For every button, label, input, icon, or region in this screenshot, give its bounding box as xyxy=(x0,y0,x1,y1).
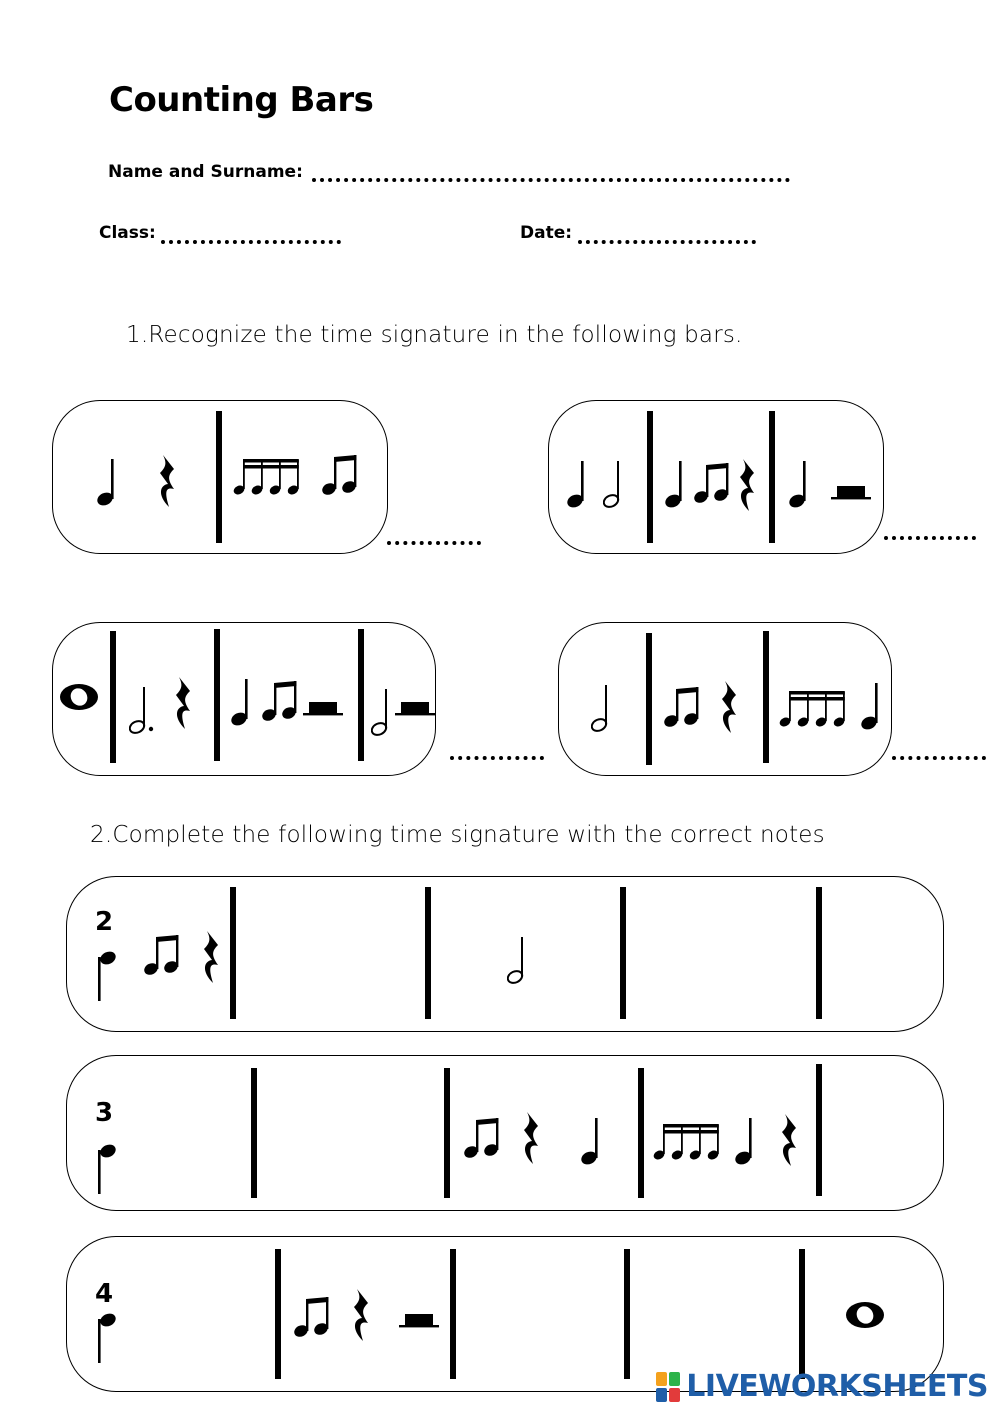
bar-box-2 xyxy=(548,400,884,554)
half-rest-icon xyxy=(395,699,435,719)
time-signature-row-1 xyxy=(66,876,944,1032)
quarter-note-icon xyxy=(581,1116,603,1166)
barline xyxy=(251,1068,257,1198)
quarter-rest-icon xyxy=(201,929,223,985)
watermark-text: LIVEWORKSHEETS xyxy=(686,1369,988,1404)
quarter-rest-icon xyxy=(157,453,179,509)
whole-note-icon xyxy=(843,1299,887,1331)
time-signature-top: 2 xyxy=(95,907,114,937)
barline xyxy=(230,887,236,1019)
barline xyxy=(216,411,222,543)
quarter-rest-icon xyxy=(719,679,741,735)
page-title: Counting Bars xyxy=(109,80,374,120)
barline xyxy=(444,1068,450,1198)
time-signature-row-2 xyxy=(66,1055,944,1211)
barline xyxy=(646,633,652,765)
class-field[interactable] xyxy=(161,240,341,244)
barline xyxy=(763,631,769,763)
half-rest-icon xyxy=(831,483,871,503)
logo-square xyxy=(656,1372,667,1386)
eighth-note-pair-icon xyxy=(143,933,183,977)
quarter-note-time-signature-icon xyxy=(95,1142,117,1196)
sixteenth-note-group-icon xyxy=(779,689,851,729)
eighth-note-pair-icon xyxy=(663,685,703,729)
quarter-note-time-signature-icon xyxy=(95,1311,117,1365)
barline xyxy=(425,887,431,1019)
eighth-note-pair-icon xyxy=(321,453,361,497)
answer-field-3[interactable] xyxy=(450,756,544,760)
quarter-rest-icon xyxy=(173,675,195,731)
barline xyxy=(275,1249,281,1379)
time-signature-top: 3 xyxy=(95,1098,114,1128)
quarter-rest-icon xyxy=(351,1287,373,1343)
exercise-2-instruction: Complete the following time signature with the correct notes xyxy=(112,822,825,848)
exercise-1-heading xyxy=(126,322,743,348)
quarter-note-icon xyxy=(97,457,119,507)
barline xyxy=(769,411,775,543)
bar-box-1 xyxy=(52,400,388,554)
quarter-rest-icon xyxy=(779,1112,801,1168)
quarter-note-icon xyxy=(567,459,589,509)
name-field[interactable] xyxy=(312,178,790,182)
barline xyxy=(624,1249,630,1379)
barline xyxy=(647,411,653,543)
half-rest-icon xyxy=(399,1311,439,1331)
class-label: Class: xyxy=(99,223,156,243)
answer-field-1[interactable] xyxy=(387,541,481,545)
whole-note-icon xyxy=(57,681,101,713)
answer-field-4[interactable] xyxy=(892,756,986,760)
bar-box-4 xyxy=(558,622,892,776)
logo-square xyxy=(669,1372,680,1386)
answer-field-2[interactable] xyxy=(884,536,976,540)
half-note-icon xyxy=(507,935,529,985)
time-signature-top: 4 xyxy=(95,1279,114,1309)
quarter-note-time-signature-icon xyxy=(95,949,117,1003)
quarter-note-icon xyxy=(861,681,883,731)
quarter-note-icon xyxy=(789,459,811,509)
quarter-note-icon xyxy=(665,459,687,509)
quarter-note-icon xyxy=(735,1116,757,1166)
watermark xyxy=(656,1369,988,1404)
exercise-1-instruction: Recognize the time signature in the following bars. xyxy=(148,322,743,348)
exercise-1-number: 1. xyxy=(126,322,149,348)
eighth-note-pair-icon xyxy=(463,1116,503,1160)
barline xyxy=(450,1249,456,1379)
barline xyxy=(799,1249,805,1379)
logo-square xyxy=(669,1388,680,1402)
exercise-2-heading xyxy=(90,822,825,848)
half-note-icon xyxy=(371,687,393,737)
eighth-note-pair-icon xyxy=(261,679,301,723)
name-label: Name and Surname: xyxy=(108,162,303,182)
barline xyxy=(816,887,822,1019)
date-field[interactable] xyxy=(578,240,756,244)
quarter-rest-icon xyxy=(737,457,759,513)
sixteenth-note-group-icon xyxy=(233,457,305,497)
liveworksheets-logo-icon xyxy=(656,1372,680,1402)
barline xyxy=(816,1064,822,1196)
half-note-icon xyxy=(603,459,625,509)
quarter-note-icon xyxy=(231,677,253,727)
sixteenth-note-group-icon xyxy=(653,1122,725,1162)
barline xyxy=(638,1068,644,1198)
eighth-note-pair-icon xyxy=(693,461,733,505)
logo-square xyxy=(656,1388,667,1402)
eighth-note-pair-icon xyxy=(293,1295,333,1339)
barline xyxy=(620,887,626,1019)
half-note-icon xyxy=(591,683,613,733)
barline xyxy=(214,629,220,761)
half-rest-icon xyxy=(303,699,343,719)
dotted-half-note-icon xyxy=(129,685,159,735)
date-label: Date: xyxy=(520,223,573,243)
barline xyxy=(358,629,364,761)
bar-box-3 xyxy=(52,622,436,776)
barline xyxy=(110,631,116,763)
quarter-rest-icon xyxy=(521,1110,543,1166)
exercise-2-number: 2. xyxy=(90,822,113,848)
